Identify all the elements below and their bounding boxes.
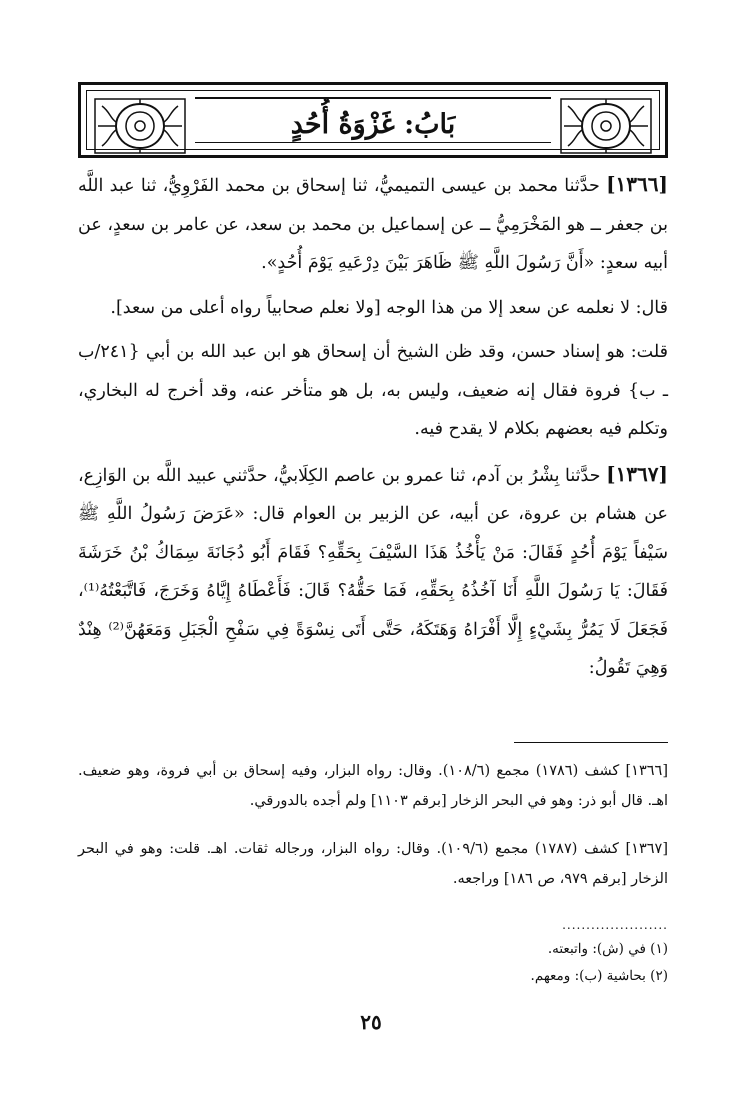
header-inner-border [86,90,660,150]
footnote-1366: [١٣٦٦] كشف (١٧٨٦) مجمع (١٠٨/٦). وقال: رواه البزار، وفيه إسحاق بن أبي فروة، وهو ضعيف. اهـ. قال أبو ذر: وهو في البحر الزخار [برقم ١١٠٣] ولم أجده بالدورقي. [78,763,668,809]
main-text [78,165,668,688]
hadith-1366 [78,165,668,283]
hadith-number: [١٣٦٦] [606,172,668,196]
hadith-text: حدَّثنا محمد بن عيسى التميميُّ، ثنا إسحاق بن محمد الفَرْوِيُّ، ثنا عبد اللَّه بن جعفر ــ هو المَخْرَمِيُّ ــ عن إسماعيل بن محمد بن سعد، عن عامر بن سعدٍ، عن أبيه سعدٍ: «أَنَّ رَسُولَ اللَّهِ ﷺ ظَاهَرَ بَيْنَ دِرْعَيهِ يَوْمَ أُحُدٍ». [78,176,668,273]
dotted-separator: ...................... [562,918,668,932]
footnote-separator [514,742,668,743]
header-top-rule [195,97,551,99]
author-comment: قلت: هو إسناد حسن، وقد ظن الشيخ أن إسحاق هو ابن عبد الله بن أبي {٢٤١/ب ـ ب} فروة فقال إنه ضعيف، وليس به، بل هو متأخر عنه، وقد أخرج له البخاري، وتكلم فيه بعضهم بكلام لا يقدح فيه. [78,342,668,439]
hadith-text: حدَّثنا بِشْرُ بن آدم، ثنا عمرو بن عاصم الكِلَابيُّ، حدَّثني عبيد اللَّه بن الوَازِع، عن هشام بن عروة، عن أبيه، عن الزبير بن العوام قال: «عَرَضَ رَسُولُ اللَّهِ ﷺ سَيْفاً يَوْمَ أُحُدٍ فَقَالَ: مَنْ يَأْخُذُ هَذَا السَّيْفَ بِحَقِّهِ؟ فَقَامَ أَبُو دُجَانَةَ سِمَاكُ بْنُ خَرَشَةَ فَقَالَ: يَا رَسُولَ اللَّهِ أَنَا آخُذُهُ بِحَقِّهِ، فَمَا حَقُّهُ؟ قَالَ: فَأَعْطَاهُ إِيَّاهُ وَخَرَجَ، فَاتَّبَعْتُهُ⁽¹⁾، فَجَعَلَ لَا يَمُرُّ بِشَيْءٍ إِلَّا أَفْرَاهُ وَهَتَكَهُ، حَتَّى أَتَى نِسْوَةً فِي سَفْحِ الْجَبَلِ وَمَعَهُنَّ⁽²⁾ هِنْدٌ وَهِيَ تَقُولُ: [78,465,668,678]
bazzar-comment: قال: لا نعلمه عن سعد إلا من هذا الوجه [ولا نعلم صحابياً رواه أعلى من سعد]. [110,297,668,318]
variant-notes [368,936,668,990]
page-number: ٢٥ [360,1010,382,1034]
chapter-header-frame [78,82,668,158]
footnote-1367: [١٣٦٧] كشف (١٧٨٧) مجمع (١٠٩/٦). وقال: رواه البزار، ورجاله ثقات. اهـ. قلت: وهو في البحر الزخار [برقم ٩٧٩، ص ١٨٦] وراجعه. [78,841,668,887]
left-arabesque-ornament [94,98,186,154]
note-1: (١) في (ش): واتبعته. [547,941,668,957]
hadith-1367 [78,455,668,688]
takhrij-footnotes [78,756,668,912]
hadith-number: [١٣٦٧] [606,461,668,486]
chapter-title: بَابُ: غَزْوَةُ أُحُدٍ [290,109,456,140]
right-arabesque-ornament [560,98,652,154]
note-2: (٢) بحاشية (ب): ومعهم. [530,968,668,984]
